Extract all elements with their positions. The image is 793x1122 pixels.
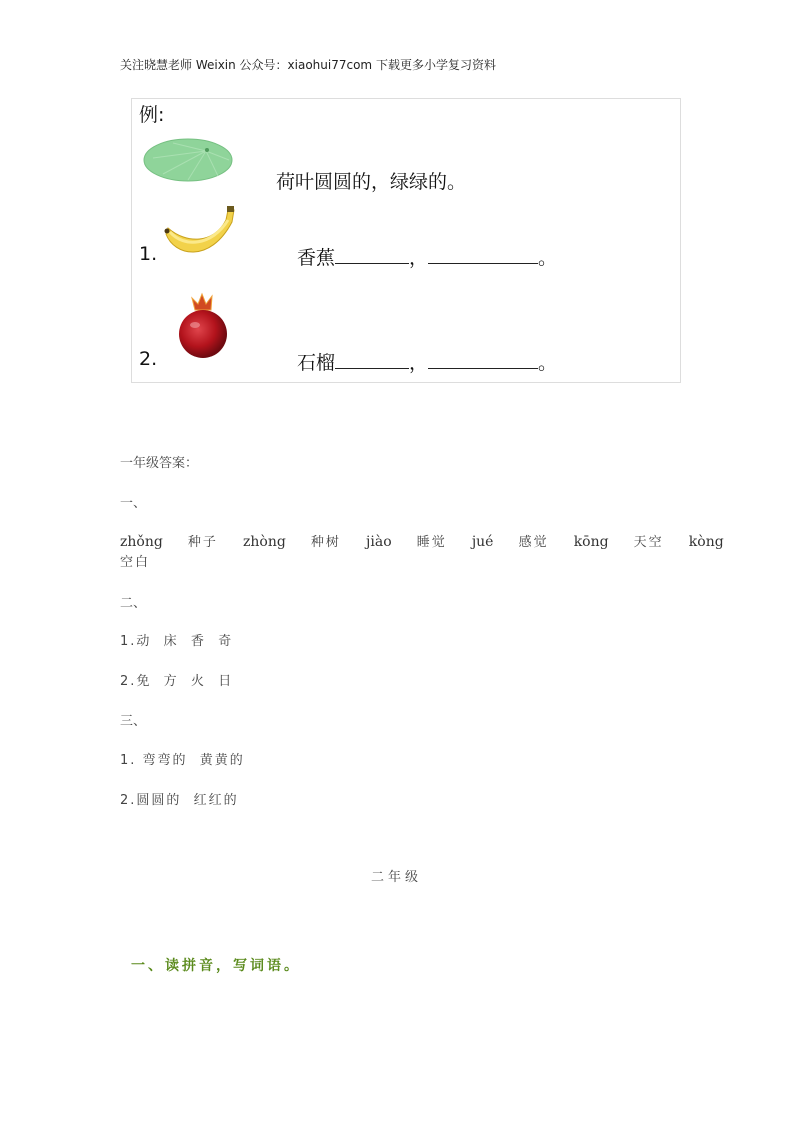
grade-2-title: 二年级 xyxy=(370,870,422,885)
answers-section-3: 三、 xyxy=(120,714,147,729)
pinyin-3: jiào xyxy=(366,534,392,550)
word-5: 天空 xyxy=(633,535,664,550)
answers-title: 一年级答案： xyxy=(120,456,199,471)
item-2-row xyxy=(297,348,557,375)
pinyin-5: kōng xyxy=(573,534,609,550)
word-1: 种子 xyxy=(187,535,218,550)
lotus-leaf-image xyxy=(143,138,233,184)
item-2-blank-2[interactable] xyxy=(428,348,538,369)
answer-2-2: 2.免 方 火 日 xyxy=(120,674,234,689)
grade-2-question-1: 一、读拼音，写词语。 xyxy=(131,958,301,974)
item-1-comma: ， xyxy=(409,247,429,269)
example-label: 例: xyxy=(139,104,165,126)
pinyin-4: jué xyxy=(471,534,494,550)
item-2-number: 2. xyxy=(139,348,158,370)
word-6: 空白 xyxy=(120,555,151,570)
item-2-comma: ， xyxy=(409,352,429,374)
word-2: 种树 xyxy=(310,535,341,550)
item-1-word: 香蕉 xyxy=(297,247,336,269)
example-sentence: 荷叶圆圆的，绿绿的。 xyxy=(276,171,467,193)
word-4: 感觉 xyxy=(518,535,549,550)
pinyin-6: kòng xyxy=(688,534,724,550)
pinyin-answer-row xyxy=(120,531,724,550)
pomegranate-image xyxy=(176,292,232,362)
item-1-blank-1[interactable] xyxy=(335,243,409,264)
item-1-row xyxy=(297,243,557,270)
item-2-word: 石榴 xyxy=(297,352,336,374)
answers-section-2: 二、 xyxy=(120,596,147,611)
item-1-period: 。 xyxy=(538,247,558,269)
answer-3-1: 1. 弯弯的 黄黄的 xyxy=(120,753,245,768)
page-header: 关注晓慧老师 Weixin 公众号：xiaohui77com 下载更多小学复习资料 xyxy=(120,58,496,72)
answers-section-1: 一、 xyxy=(120,496,147,511)
item-1-number: 1. xyxy=(139,243,158,265)
item-2-blank-1[interactable] xyxy=(335,348,409,369)
answer-2-1: 1.动 床 香 奇 xyxy=(120,634,234,649)
word-3: 睡觉 xyxy=(416,535,447,550)
banana-image xyxy=(162,204,238,262)
pinyin-1: zhǒng xyxy=(120,534,163,550)
answer-3-2: 2.圆圆的 红红的 xyxy=(120,793,239,808)
item-2-period: 。 xyxy=(538,352,558,374)
pinyin-2: zhòng xyxy=(243,534,286,550)
item-1-blank-2[interactable] xyxy=(428,243,538,264)
